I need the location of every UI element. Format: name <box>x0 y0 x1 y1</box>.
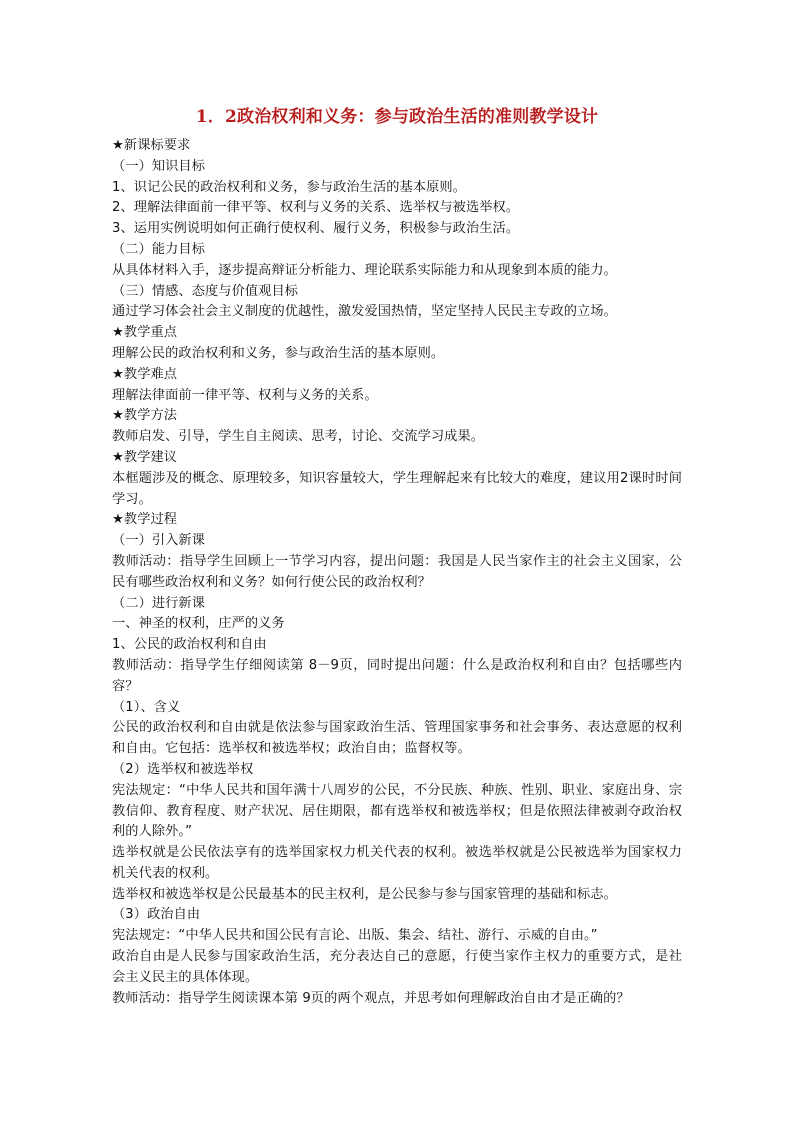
subheading-ability-goals: （二）能力目标 <box>112 241 206 257</box>
difficulties-text: 理解法律面前一律平等、权利与义务的关系。 <box>112 387 378 403</box>
section-heading-suggestions: ★教学建议 <box>112 449 178 465</box>
introduce-lesson-text: 教师活动：指导学生回顾上一节学习内容，提出问题：我国是人民当家作主的社会主义国家，公民有哪些政治权利和义务？如何行使公民的政治权利？ <box>112 553 682 590</box>
suggestions-text: 本框题涉及的概念、原理较多，知识容量较大，学生理解起来有比较大的难度，建议用2课时时间学习。 <box>112 470 682 507</box>
methods-text: 教师启发、引导，学生自主阅读、思考，讨论、交流学习成果。 <box>112 429 485 445</box>
document-page <box>112 104 682 1009</box>
teacher-activity-reading: 教师活动：指导学生仔细阅读第 8－9页，同时提出问题：什么是政治权利和自由？包括哪些内容？ <box>112 657 682 694</box>
knowledge-goal-3: 3、运用实例说明如何正确行使权利、履行义务，积极参与政治生活。 <box>112 221 520 237</box>
constitution-freedom-quote: 宪法规定：“中华人民共和国公民有言论、出版、集会、结社、游行、示威的自由。” <box>112 928 598 944</box>
subheading-political-rights: 1、公民的政治权利和自由 <box>112 637 267 653</box>
knowledge-goal-1: 1、识记公民的政治权利和义务，参与政治生活的基本原则。 <box>112 179 466 195</box>
election-rights-definition: 选举权就是公民依法享有的选举国家权力机关代表的权利。被选举权就是公民被选举为国家权力机关代表的权利。 <box>112 845 682 881</box>
knowledge-goal-2: 2、理解法律面前一律平等、权利与义务的关系、选举权与被选举权。 <box>112 200 520 216</box>
subheading-introduce-lesson: （一）引入新课 <box>112 533 206 549</box>
subheading-knowledge-goals: （一）知识目标 <box>112 158 206 174</box>
constitution-election-quote: 宪法规定：“中华人民共和国年满十八周岁的公民，不分民族、种族、性别、职业、家庭出身、宗教信仰、教育程度、财产状况、居住期限，都有选举权和被选举权；但是依照法律被剥夺政治权利的人除外。” <box>112 782 682 840</box>
subheading-meaning: （1）、含义 <box>112 699 181 715</box>
key-points-text: 理解公民的政治权利和义务，参与政治生活的基本原则。 <box>112 345 445 361</box>
document-title: 1．2政治权利和义务：参与政治生活的准则教学设计 <box>195 107 599 127</box>
teacher-activity-viewpoints: 教师活动：指导学生阅读课本第 9页的两个观点，并思考如何理解政治自由才是正确的？ <box>112 990 630 1006</box>
subheading-values-goals: （三）情感、态度与价值观目标 <box>112 283 299 299</box>
political-freedom-text: 政治自由是人民参与国家政治生活，充分表达自己的意愿，行使当家作主权力的重要方式，是社会主义民主的具体体现。 <box>112 949 682 985</box>
section-heading-difficulties: ★教学难点 <box>112 366 178 382</box>
subheading-political-freedom: （3）政治自由 <box>112 907 201 923</box>
ability-goal-text: 从具体材料入手，逐步提高辩证分析能力、理论联系实际能力和从现象到本质的能力。 <box>112 262 617 278</box>
values-goal-text: 通过学习体会社会主义制度的优越性，激发爱国热情，坚定坚持人民民主专政的立场。 <box>112 304 617 320</box>
meaning-text: 公民的政治权利和自由就是依法参与国家政治生活、管理国家事务和社会事务、表达意愿的权利和自由。它包括：选举权和被选举权；政治自由；监督权等。 <box>112 720 682 757</box>
section-heading-process: ★教学过程 <box>112 512 178 528</box>
subheading-election-rights: （2）选举权和被选举权 <box>112 761 254 777</box>
section-heading-methods: ★教学方法 <box>112 408 178 424</box>
subheading-new-lesson: （二）进行新课 <box>112 595 206 611</box>
section-heading-key-points: ★教学重点 <box>112 325 178 341</box>
subheading-rights-duties: 一、神圣的权利，庄严的义务 <box>112 616 285 632</box>
election-rights-significance: 选举权和被选举权是公民最基本的民主权利，是公民参与参与国家管理的基础和标志。 <box>112 886 617 902</box>
section-heading-new-standards: ★新课标要求 <box>112 138 191 153</box>
